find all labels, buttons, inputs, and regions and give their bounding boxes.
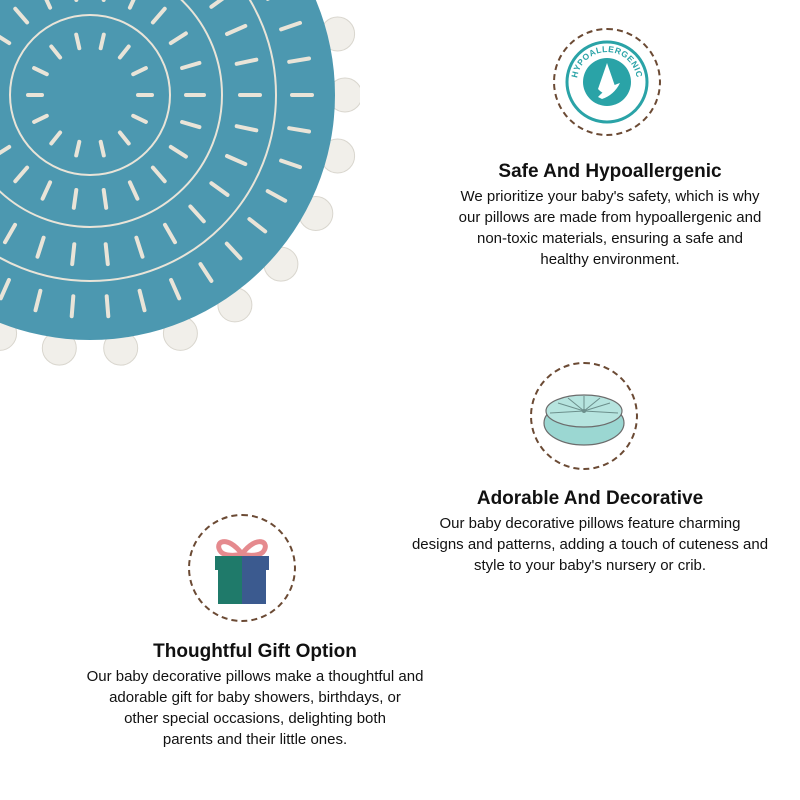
embroidery-stitch	[72, 244, 74, 264]
round-pillow-icon	[538, 381, 630, 451]
embroidery-stitch	[72, 296, 74, 316]
embroidery-stitch	[74, 190, 77, 208]
embroidery-stitch	[106, 244, 108, 264]
feature-title: Adorable And Decorative	[476, 488, 704, 509]
embroidered-pillow-image	[0, 0, 360, 400]
feature-title: Safe And Hypoallergenic	[498, 161, 722, 182]
pillow-icon-frame	[530, 362, 638, 470]
feature-description: We prioritize your baby's safety, which is why our pillows are made from hypoallergenic and non-toxic materials, ensuring a safe and healthy environment.	[458, 188, 762, 268]
embroidery-stitch	[104, 190, 107, 208]
feature-decorative	[380, 487, 800, 576]
pillow-body	[0, 0, 335, 340]
hypoallergenic-badge-frame	[553, 28, 661, 136]
feature-description: Our baby decorative pillows feature charming designs and patterns, adding a touch of cuteness and style to your baby's nursery or crib.	[411, 515, 769, 574]
feature-title: Thoughtful Gift Option	[153, 641, 357, 662]
embroidery-stitch	[107, 296, 109, 316]
feature-description: Our baby decorative pillows make a thoughtful and adorable gift for baby showers, birthdays, or other special occasions, delighting both parents and their little ones.	[86, 668, 424, 748]
feature-gift	[40, 640, 470, 750]
badge-text: HYPOALLERGENIC	[569, 43, 645, 79]
hypoallergenic-badge-icon	[564, 39, 650, 125]
feature-safe	[420, 160, 800, 270]
gift-box-icon	[207, 528, 277, 608]
gift-icon-frame	[188, 514, 296, 622]
